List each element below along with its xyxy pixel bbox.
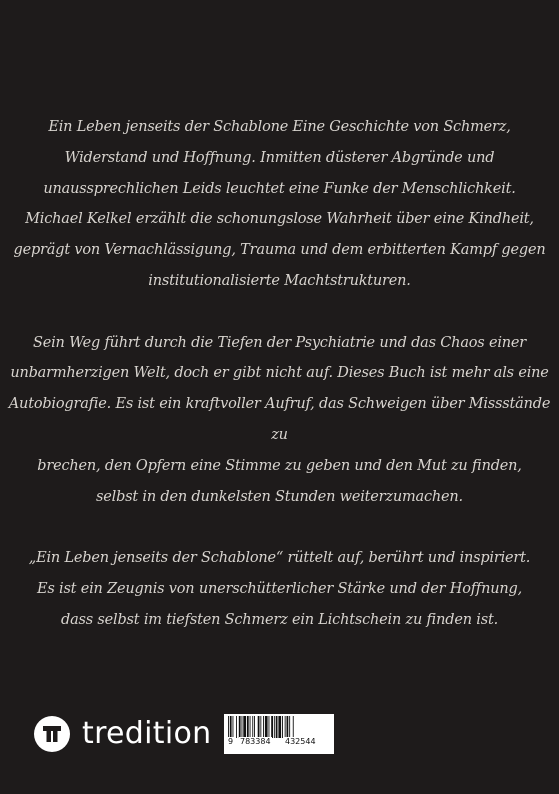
back-cover-blurb <box>0 112 559 636</box>
blurb-line: brechen, den Opfern eine Stimme zu geben und den Mut zu finden, <box>37 457 522 474</box>
tredition-t-icon <box>34 716 70 752</box>
blurb-line: dass selbst im tiefsten Schmerz ein Lichtschein zu finden ist. <box>61 611 498 628</box>
paragraph-gap <box>0 512 559 543</box>
blurb-line: Ein Leben jenseits der Schablone Eine Geschichte von Schmerz, <box>48 119 511 135</box>
blurb-line: Es ist ein Zeugnis von unerschütterlicher Stärke und der Hoffnung, <box>36 580 523 597</box>
barcode-digits-group1: 783384 <box>240 737 271 746</box>
blurb-line: Widerstand und Hoffnung. Inmitten düsterer Abgründe und <box>64 149 495 166</box>
blurb-line: unaussprechlichen Leids leuchtet eine Funke der Menschlichkeit. <box>43 180 516 197</box>
barcode-bars <box>224 714 334 754</box>
blurb-line: Michael Kelkel erzählt die schonungslose Wahrheit über eine Kindheit, <box>25 211 534 228</box>
publisher-name: tredition <box>82 716 212 751</box>
blurb-line: „Ein Leben jenseits der Schablone“ rüttelt auf, berührt und inspiriert. <box>28 550 531 567</box>
blurb-line: Sein Weg führt durch die Tiefen der Psychiatrie und das Chaos einer <box>32 334 527 351</box>
blurb-line: unbarmherzigen Welt, doch er gibt nicht auf. Dieses Buch ist mehr als eine <box>10 365 549 382</box>
paragraph-gap <box>0 297 559 328</box>
blurb-line: institutionalisierte Machtstrukturen. <box>148 272 411 289</box>
blurb-line: selbst in den dunkelsten Stunden weiterzumachen. <box>96 488 463 505</box>
isbn-barcode <box>224 714 334 754</box>
publisher-logo <box>34 715 211 753</box>
barcode-digits-group2: 432544 <box>285 737 316 746</box>
blurb-line: geprägt von Vernachlässigung, Trauma und dem erbitterten Kampf gegen <box>13 242 546 259</box>
barcode-digit-lead: 9 <box>228 737 234 746</box>
blurb-line: Autobiografie. Es ist ein kraftvoller Aufruf, das Schweigen über Missstände zu <box>8 396 551 443</box>
